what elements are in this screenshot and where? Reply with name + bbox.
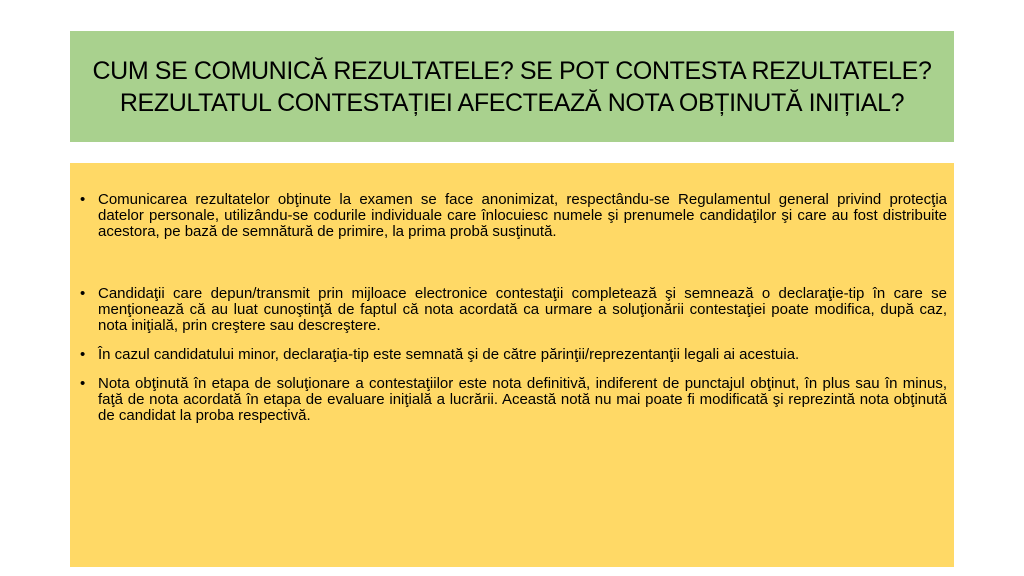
list-item: [80, 192, 947, 240]
bullet-text: Comunicarea rezultatelor obţinute la examen se face anonimizat, respectându-se Regulamentul general privind protecţia datelor personale, utilizându-se codurile individuale care înlocuiesc numele şi prenumele candidaţilor şi care au fost distribuite acestora, pe bază de semnătură de primire, la prima probă susţinută.: [98, 191, 947, 240]
title-banner: [70, 31, 954, 142]
bullet-icon: •: [80, 346, 86, 363]
list-item: [80, 286, 947, 334]
list-item: [80, 347, 947, 363]
bullet-icon: •: [80, 375, 86, 392]
bullet-list: [80, 192, 947, 424]
bullet-text: În cazul candidatului minor, declaraţia-tip este semnată şi de către părinţii/reprezentanţii legali ai acestuia.: [98, 346, 800, 363]
bullet-text: Nota obţinută în etapa de soluţionare a contestaţiilor este nota definitivă, indiferent de punctajul obţinut, în plus sau în minus, faţă de nota acordată în etapa de evaluare iniţială a lucrării. Această notă nu mai poate fi modificată şi reprezintă nota obţinută de candidat la proba respectivă.: [98, 375, 947, 424]
bullet-text: Candidaţii care depun/transmit prin mijloace electronice contestaţii completează şi semnează o declaraţie-tip în care se menţionează că au luat cunoştinţă de faptul că nota acordată ca urmare a soluţionării contestaţiei poate modifica, după caz, nota iniţială, prin creştere sau descreştere.: [98, 285, 947, 334]
content-panel: [70, 163, 954, 567]
bullet-icon: •: [80, 285, 86, 302]
slide-title: CUM SE COMUNICĂ REZULTATELE? SE POT CONTESTA REZULTATELE? REZULTATUL CONTESTAȚIEI AFECTEAZĂ NOTA OBȚINUTĂ INIȚIAL?: [92, 56, 932, 117]
list-item: [80, 376, 947, 424]
bullet-icon: •: [80, 191, 86, 208]
